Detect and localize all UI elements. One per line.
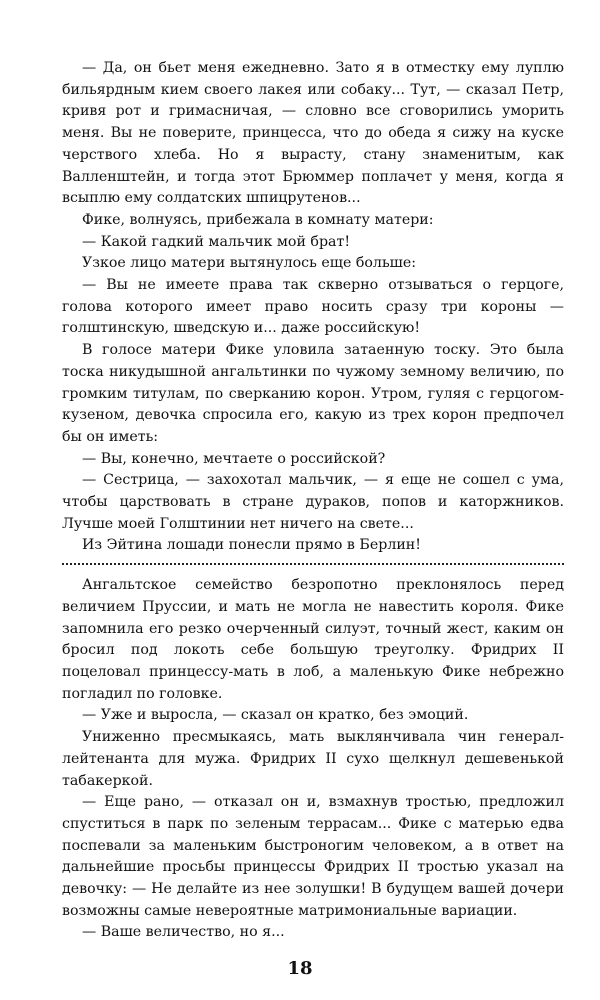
paragraph: — Уже и выросла, — сказал он кратко, без эмоций.: [82, 707, 469, 724]
paragraph: Униженно пресмыкаясь, мать выклянчивала чин генерал-лейтенанта для мужа. Фридрих II сухо щелкнул дешевенькой табакеркой.: [62, 729, 564, 789]
paragraph: — Да, он бьет меня ежедневно. Зато я в отместку ему луплю бильярдным кием своего лакея или собаку... Тут, — сказал Петр, кривя рот и гримасничая, — словно все сговорились уморить меня. Вы не поверите, принцесса, что до обеда я сижу на куске черствого хлеба. Но я вырасту, стану знаменитым, как Валленштейн, и тогда этот Брюммер поплачет у меня, когда я всыплю ему солдатских шпицрутенов...: [62, 60, 564, 207]
paragraph: Ангальтское семейство безропотно преклонялось перед величием Пруссии, и мать не могла не навестить короля. Фике запомнила его резко очерченный силуэт, точный жест, каким он бросил под локоть себе большую треуголку. Фридрих II поцеловал принцессу-мать в лоб, а маленькую Фике небрежно погладил по головке.: [62, 577, 564, 702]
paragraph: — Вы не имеете права так скверно отзываться о герцоге, голова которого имеет право носить сразу три короны — голштинскую, шведскую и... даже российскую!: [62, 277, 564, 337]
paragraph: — Какой гадкий мальчик мой брат!: [82, 233, 351, 250]
paragraph: — Сестрица, — захохотал мальчик, — я еще не сошел с ума, чтобы царствовать в стране дураков, попов и каторжников. Лучше моей Голштинии нет ничего на свете...: [62, 472, 564, 532]
section-divider: [62, 563, 564, 565]
paragraph: Из Эйтина лошади понесли прямо в Берлин!: [82, 537, 421, 554]
paragraph: Фике, волнуясь, прибежала в комнату матери:: [82, 211, 434, 228]
paragraph: — Ваше величество, но я...: [82, 924, 285, 941]
paragraph: В голосе матери Фике уловила затаенную тоску. Это была тоска никудышной ангальтинки по чужому земному величию, по громким титулам, по сверканию корон. Утром, гуляя с герцогом-кузеном, девочка спросила его, какую из трех корон предпочел бы он иметь:: [62, 342, 564, 445]
paragraph: — Еще рано, — отказал он и, взмахнув тростью, предложил спуститься в парк по зеленым террасам... Фике с матерью едва поспевали за маленьким быстроногим человеком, а в ответ на дальнейшие просьбы принцессы Фридрих II тростью указал на девочку: — Не делайте из нее золушки! В будущем вашей дочери возможны самые невероятные матримониальные вариации.: [62, 794, 564, 919]
paragraph: — Вы, конечно, мечтаете о российской?: [82, 450, 386, 467]
paragraph: Узкое лицо матери вытянулось еще больше:: [82, 255, 417, 272]
page-body: [62, 58, 564, 944]
page-number: 18: [287, 958, 313, 979]
